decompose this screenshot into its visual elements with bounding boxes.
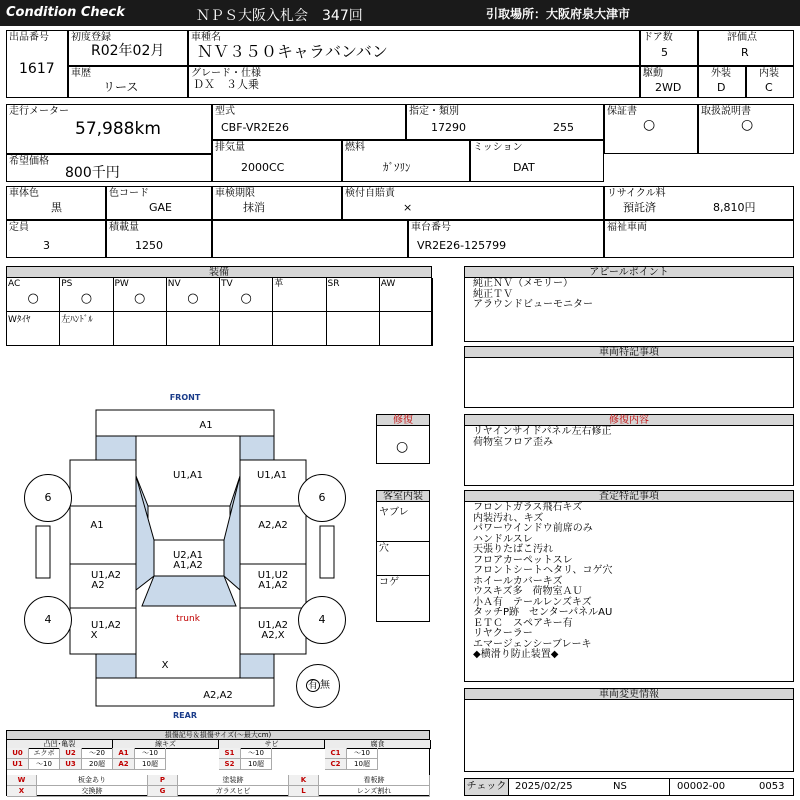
load-box	[106, 220, 212, 258]
first-reg-box	[68, 30, 188, 66]
tire-rear-left	[24, 596, 72, 644]
footer-divider	[669, 779, 670, 795]
car-name-box	[188, 30, 640, 66]
area-lower-left-1: U1,A2	[90, 570, 122, 581]
equipment-label: PS	[61, 279, 73, 289]
legend-groups	[7, 740, 429, 748]
spec-label: 指定・類別	[409, 106, 459, 117]
capacity-box	[6, 220, 106, 258]
area-front-left: U1,A1	[172, 470, 204, 481]
equipment-cell	[114, 278, 167, 312]
check-label: チェック	[465, 779, 509, 795]
body-color-label: 車体色	[9, 188, 39, 199]
color-code-value: GAE	[149, 201, 172, 214]
equipment-value: ○	[80, 291, 93, 306]
welfare-label: 福祉車両	[607, 222, 647, 233]
chassis-value: VR2E26-125799	[417, 239, 507, 252]
interior-label: 内装	[759, 68, 779, 79]
legend-code: A1	[113, 748, 135, 759]
equipment-cell	[220, 312, 273, 346]
inspection-box	[212, 186, 342, 220]
car-name-value: ＮＶ３５０キャラバンバン	[197, 42, 388, 61]
legend-size: エクボ	[29, 748, 60, 759]
inspection-value: 抹消	[243, 201, 265, 214]
equipment-cell	[7, 312, 60, 346]
repair-value: ○	[396, 439, 409, 455]
warranty-value: ○	[643, 117, 656, 133]
self-weight-label: 検付自賠責	[345, 188, 395, 199]
mission-box	[470, 140, 604, 182]
inspection-note-line: フロントシートヘタリ、コゲ穴	[473, 565, 613, 576]
legend-title: 損傷記号＆損傷サイズ(～最大cm)	[7, 731, 429, 740]
legend-mark-label: 塗装跡	[178, 775, 289, 786]
spare-off: 無	[320, 680, 330, 691]
pickup-location: 引取場所：大阪府泉大津市	[486, 7, 631, 21]
displacement-label: 排気量	[215, 142, 245, 153]
doors-label: ドア数	[643, 32, 673, 43]
chassis-label: 車台番号	[411, 222, 451, 233]
equipment-value: ○	[240, 291, 252, 306]
legend-mark-code: L	[289, 786, 319, 797]
legend-codes	[7, 748, 429, 770]
equipment-label: AW	[380, 279, 396, 289]
area-lower-right-2: A1,A2	[258, 580, 288, 591]
rear-label: REAR	[173, 711, 197, 720]
footer-code-2: 0053	[759, 781, 785, 792]
chassis-box	[408, 220, 604, 258]
body-color-value: 黒	[51, 201, 62, 214]
rating-label: 評価点	[727, 32, 757, 43]
manual-box	[698, 104, 794, 154]
equipment-cell	[7, 278, 60, 312]
tire-rear-right	[298, 596, 346, 644]
first-reg-label: 初度登録	[71, 32, 111, 43]
history-label: 車歴	[71, 68, 91, 79]
equipment-label: 革	[274, 279, 284, 289]
inspection-note-line: ハンドルスレ	[473, 533, 533, 545]
grade-value: ＤＸ ３人乗	[193, 78, 259, 91]
legend-mark-label: 板金あり	[37, 775, 148, 786]
legend-size: ～10	[135, 748, 166, 759]
area-bottom: A2,A2	[203, 690, 233, 701]
spare-on: 有	[308, 680, 318, 691]
repair-detail-title: 修復内容	[465, 415, 793, 426]
interior-value: C	[765, 81, 773, 94]
front-label: FRONT	[169, 393, 201, 402]
special-panel	[464, 346, 794, 408]
inspection-note-line: タッチP跡 センターパネルAU	[473, 607, 613, 618]
legend-code: S1	[219, 748, 241, 759]
grade-label: グレード・仕様	[191, 68, 261, 79]
legend-size: 10超	[135, 759, 166, 770]
displacement-value: 2000CC	[241, 161, 285, 174]
mileage-value: 57,988km	[75, 119, 161, 139]
manual-label: 取扱説明書	[701, 106, 751, 117]
equipment-cell	[60, 312, 113, 346]
equipment-label: AC	[8, 279, 21, 289]
tire-rear-left-value: 4	[44, 613, 52, 626]
header-title: Condition Check	[6, 5, 125, 20]
fuel-value: ｶﾞｿﾘﾝ	[383, 161, 411, 174]
rating-value: R	[741, 46, 749, 59]
area-side-right: A2,A2	[258, 520, 288, 531]
self-weight-box	[342, 186, 604, 220]
legend-size: ～20	[82, 748, 113, 759]
legend-group: 凸凹･亀裂	[7, 740, 113, 749]
legend-size: 10超	[347, 759, 378, 770]
legend-marks	[7, 775, 429, 797]
legend-code: C1	[325, 748, 347, 759]
legend-group: 線キズ	[113, 740, 219, 749]
body-color-box	[6, 186, 106, 220]
repair-title: 修復	[377, 415, 429, 426]
model-value: CBF-VR2E26	[221, 121, 289, 134]
legend-size: ～10	[347, 748, 378, 759]
legend-mark-code: W	[7, 775, 37, 786]
lot-box	[6, 30, 68, 98]
fuel-box	[342, 140, 470, 182]
equipment-cell	[380, 278, 433, 312]
equipment-cell	[327, 312, 380, 346]
inspection-note-line: エマージェンシーブレーキ	[473, 638, 592, 650]
inspection-note-line: リヤクーラー	[473, 628, 533, 639]
repair-detail-line: 荷物室フロア歪み	[473, 436, 553, 448]
equipment-label: TV	[221, 279, 233, 289]
footer	[464, 778, 794, 796]
doors-value: 5	[661, 46, 668, 59]
area-rear-right-2: A2,X	[261, 630, 285, 641]
equipment-label: PW	[114, 279, 129, 289]
inspection-notes-title: 査定特記事項	[465, 491, 793, 502]
car-name-label: 車種名	[191, 32, 221, 43]
inspection-notes-panel	[464, 490, 794, 682]
drive-box	[640, 66, 698, 98]
tire-front-right	[298, 474, 346, 522]
inspection-label: 車検期限	[215, 188, 255, 199]
appeal-title: アピールポイント	[465, 267, 793, 278]
changes-panel	[464, 688, 794, 772]
appeal-line: 純正ＮＶ（メモリー）	[473, 278, 573, 289]
self-weight-value: ×	[403, 201, 413, 214]
warranty-box	[604, 104, 698, 154]
first-reg-value: R02年02月	[91, 43, 165, 59]
legend-size: ～10	[29, 759, 60, 770]
exterior-label: 外装	[711, 68, 731, 79]
inspection-note-line: ホイールカバーキズ	[473, 575, 563, 587]
recycle-box	[604, 186, 794, 220]
equipment-cell	[273, 312, 326, 346]
header-bar	[0, 0, 800, 26]
tire-front-right-value: 6	[318, 491, 326, 504]
spec-box	[406, 104, 604, 140]
legend-mark-label: 看板跡	[319, 775, 430, 786]
equipment-cell	[167, 278, 220, 312]
cabin-item-burn: コゲ	[379, 577, 399, 588]
equipment-cell	[273, 278, 326, 312]
legend-size: ～10	[241, 748, 272, 759]
cabin-item-tear: ヤブレ	[379, 507, 409, 518]
mileage-label: 走行メーター	[9, 106, 69, 117]
spare-tire	[296, 664, 340, 708]
color-code-label: 色コード	[109, 188, 149, 199]
special-title: 車両特記事項	[465, 347, 793, 358]
appeal-line: アラウンドビューモニター	[473, 299, 593, 310]
equipment-cell	[220, 278, 273, 312]
cabin-divider	[377, 575, 429, 576]
equipment-cell	[380, 312, 433, 346]
exterior-value: D	[717, 81, 726, 94]
legend-code: S2	[219, 759, 241, 770]
legend-mark-code: P	[148, 775, 178, 786]
area-top: A1	[199, 420, 213, 431]
cabin-title: 客室内装	[377, 491, 429, 502]
cabin-item-hole: 穴	[379, 543, 389, 554]
drive-value: 2WD	[655, 81, 682, 94]
changes-title: 車両変更情報	[465, 689, 793, 700]
area-rear-right-1: U1,A2	[257, 620, 289, 631]
area-center-2: A1,A2	[173, 560, 203, 571]
inspection-note-line: 内装汚れ、キズ	[473, 512, 544, 524]
welfare-box	[604, 220, 794, 258]
legend-code: U2	[60, 748, 82, 759]
load-value: 1250	[135, 239, 163, 252]
appeal-panel	[464, 266, 794, 342]
price-value: 800千円	[65, 165, 120, 181]
mission-value: DAT	[513, 161, 535, 174]
area-front-right: U1,A1	[256, 470, 288, 481]
tire-front-left-value: 6	[44, 491, 52, 504]
capacity-value: 3	[43, 239, 50, 252]
interior-box	[746, 66, 794, 98]
check-date: 2025/02/25	[515, 781, 573, 792]
legend-code: U3	[60, 759, 82, 770]
area-lower-left-2: A2	[91, 580, 105, 591]
equipment-label: SR	[327, 279, 340, 289]
inspection-note-line: 天張りたばこ汚れ	[473, 544, 553, 555]
area-side-left: A1	[90, 520, 104, 531]
cabin-panel	[376, 490, 430, 622]
load-label: 積載量	[109, 222, 139, 233]
legend-group: 腐食	[325, 740, 431, 749]
legend-mark-code: K	[289, 775, 319, 786]
history-value: リース	[103, 80, 139, 94]
equipment-title: 装備	[7, 267, 431, 278]
equipment-value: ○	[27, 291, 39, 306]
repair-detail-line: リヤインサイドパネル左右修正	[473, 426, 612, 437]
legend	[6, 730, 430, 796]
recycle-label: リサイクル料	[607, 188, 666, 199]
spec-value-1: 17290	[431, 121, 466, 134]
model-label: 型式	[215, 106, 235, 117]
inspection-note-line: パワーウインドウ前席のみ	[473, 523, 593, 534]
doors-box	[640, 30, 698, 66]
mission-label: ミッション	[473, 142, 523, 153]
legend-size: 20超	[82, 759, 113, 770]
price-label: 希望価格	[9, 156, 49, 167]
equipment-label: Wﾀｲﾔ	[8, 315, 31, 325]
model-box	[212, 104, 406, 140]
equipment-panel	[6, 266, 432, 346]
tire-front-left	[24, 474, 72, 522]
legend-mark-label: ガラスヒビ	[178, 786, 289, 797]
color-code-box	[106, 186, 212, 220]
repair-detail-panel	[464, 414, 794, 486]
fuel-label: 燃料	[345, 142, 365, 153]
equipment-cell	[167, 312, 220, 346]
mileage-box	[6, 104, 212, 154]
auction-title: ＮＰＳ大阪入札会 347回	[196, 8, 363, 24]
lot-number: 1617	[19, 61, 55, 77]
repair-panel	[376, 414, 430, 464]
legend-code: U1	[7, 759, 29, 770]
area-rear-left-1: U1,A2	[90, 620, 122, 631]
warranty-label: 保証書	[607, 106, 637, 117]
inspection-note-line: ＥＴＣ スペアキー有	[473, 617, 573, 629]
area-back: X	[161, 660, 169, 671]
inspector: NS	[613, 781, 627, 792]
legend-code: A2	[113, 759, 135, 770]
manual-value: ○	[741, 117, 754, 133]
inspection-note-line: ウスキズ多 荷物室ＡＵ	[473, 586, 583, 597]
cabin-divider	[377, 541, 429, 542]
equipment-cell	[60, 278, 113, 312]
equipment-value: ○	[187, 291, 199, 306]
appeal-line: 純正ＴＶ	[473, 288, 513, 300]
legend-mark-code: X	[7, 786, 37, 797]
recycle-status: 預託済	[623, 201, 656, 214]
tire-rear-right-value: 4	[318, 613, 326, 626]
trunk-label: trunk	[176, 614, 200, 624]
equipment-label: NV	[167, 279, 181, 289]
spec-value-2: 255	[553, 121, 574, 134]
equipment-cell	[114, 312, 167, 346]
inspection-note-line: ◆横滑り防止装置◆	[473, 649, 559, 660]
displacement-box	[212, 140, 342, 182]
history-box	[68, 66, 188, 98]
legend-size: 10超	[241, 759, 272, 770]
equipment-value: ○	[133, 291, 146, 306]
legend-mark-code: G	[148, 786, 178, 797]
equipment-grid	[7, 278, 431, 345]
car-diagram	[0, 380, 370, 725]
footer-code-1: 00002-00	[677, 781, 726, 792]
area-rear-left-2: X	[90, 630, 98, 641]
legend-group: サビ	[219, 740, 325, 749]
legend-code: U0	[7, 748, 29, 759]
equipment-label: 左ﾊﾝﾄﾞﾙ	[61, 315, 93, 325]
exterior-box	[698, 66, 746, 98]
equipment-cell	[327, 278, 380, 312]
blank-box	[212, 220, 408, 258]
capacity-label: 定員	[9, 222, 29, 233]
area-lower-right-1: U1,U2	[257, 570, 289, 581]
price-box	[6, 154, 212, 182]
legend-mark-label: レンズ割れ	[319, 786, 430, 797]
rating-box	[698, 30, 794, 66]
drive-label: 駆動	[643, 68, 663, 79]
area-center-1: U2,A1	[172, 550, 204, 561]
lot-label: 出品番号	[9, 32, 49, 43]
recycle-amount: 8,810円	[713, 201, 756, 214]
inspection-note-line: フロントガラス飛石キズ	[473, 502, 583, 513]
grade-box	[188, 66, 640, 98]
legend-code: C2	[325, 759, 347, 770]
inspection-note-line: 小Ａ有 テールレンズキズ	[473, 596, 592, 608]
inspection-note-line: フロアカーペットスレ	[473, 554, 573, 566]
legend-mark-label: 交換跡	[37, 786, 148, 797]
